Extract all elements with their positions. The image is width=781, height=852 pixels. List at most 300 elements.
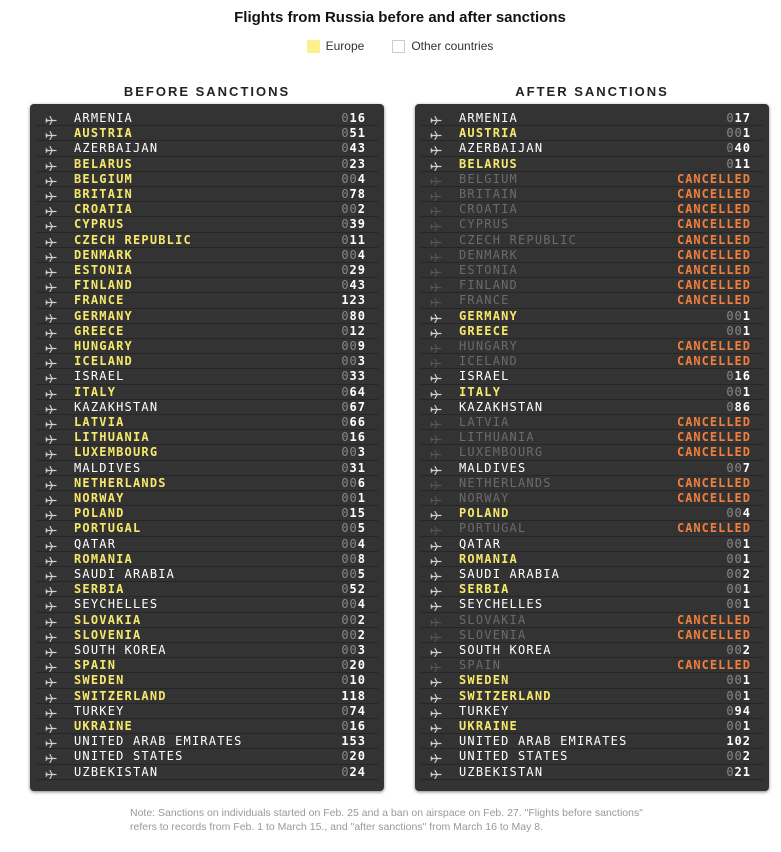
flight-count: 011 (726, 156, 751, 171)
board-row (415, 658, 769, 673)
flight-count: 029 (341, 263, 366, 277)
country-name: GERMANY (74, 308, 133, 323)
board-row (30, 704, 384, 719)
country-name: UNITED ARAB EMIRATES (74, 734, 243, 749)
country-name: AZERBAIJAN (459, 141, 544, 156)
airplane-icon (430, 387, 442, 398)
board-row (415, 734, 769, 749)
country-name: ESTONIA (459, 263, 518, 277)
chart-title: Flights from Russia before and after sanctions (234, 9, 566, 26)
board-row (415, 293, 769, 308)
country-name: SOUTH KOREA (74, 643, 167, 657)
board-row (415, 126, 769, 141)
footnote: Note: Sanctions on individuals started on Feb. 25 and a ban on airspace on Feb. 27. "Flights before sanctions" refers to records from Feb. 1 to March 15., and "after sanctions" from March 16 to May 8. (130, 807, 643, 833)
country-name: UZBEKISTAN (459, 764, 544, 779)
country-name: SERBIA (459, 582, 510, 597)
cancelled-label: CANCELLED (676, 278, 751, 293)
country-name: UKRAINE (459, 719, 518, 733)
flight-count: 004 (341, 171, 366, 186)
airplane-icon (45, 463, 57, 474)
cancelled-label: CANCELLED (676, 521, 751, 536)
board-row (415, 339, 769, 354)
country-name: SAUDI ARABIA (459, 567, 561, 581)
country-name: MALDIVES (459, 460, 527, 475)
board-row (30, 248, 384, 263)
airplane-icon (45, 615, 57, 626)
board-row (415, 385, 769, 400)
country-name: GREECE (459, 323, 510, 338)
country-name: UNITED STATES (459, 749, 569, 764)
board-row (415, 613, 769, 628)
board-row (415, 248, 769, 263)
country-name: NORWAY (459, 491, 510, 505)
flight-count: 001 (726, 551, 751, 566)
country-name: ARMENIA (459, 111, 518, 125)
country-name: SLOVENIA (74, 627, 142, 642)
flight-count: 094 (726, 703, 751, 718)
airplane-icon (45, 599, 57, 610)
airplane-icon (45, 645, 57, 656)
airplane-icon (45, 417, 57, 428)
airplane-icon (45, 235, 57, 246)
airplane-icon (430, 630, 442, 641)
airplane-icon (45, 387, 57, 398)
board-row (30, 673, 384, 688)
country-name: SEYCHELLES (74, 597, 159, 612)
country-name: SLOVAKIA (459, 612, 527, 627)
airplane-icon (430, 523, 442, 534)
flight-count: 020 (341, 749, 366, 764)
airplane-icon (430, 599, 442, 610)
country-name: LATVIA (459, 415, 510, 429)
airplane-icon (430, 539, 442, 550)
country-name: FINLAND (459, 278, 518, 293)
flight-count: 001 (726, 126, 751, 141)
airplane-icon (430, 751, 442, 762)
airplane-icon (430, 554, 442, 565)
legend-item-other (392, 39, 493, 53)
legend-label-europe: Europe (325, 39, 365, 53)
board-row (415, 597, 769, 612)
country-name: AZERBAIJAN (74, 141, 159, 156)
board-row (30, 582, 384, 597)
country-name: ARMENIA (74, 111, 133, 125)
country-name: LUXEMBOURG (74, 445, 159, 460)
flight-count: 003 (341, 643, 366, 657)
airplane-icon (430, 326, 442, 337)
airplane-icon (45, 554, 57, 565)
board-row (30, 202, 384, 217)
board-row (415, 567, 769, 582)
board-row (415, 187, 769, 202)
country-name: CROATIA (459, 202, 518, 217)
airplane-icon (45, 113, 57, 124)
board-row (415, 111, 769, 126)
airplane-icon (430, 463, 442, 474)
board-row (415, 369, 769, 384)
cancelled-label: CANCELLED (676, 202, 751, 217)
country-name: ESTONIA (74, 263, 133, 277)
cancelled-label: CANCELLED (676, 475, 751, 490)
airplane-icon (45, 143, 57, 154)
airplane-icon (45, 341, 57, 352)
flight-count: 009 (341, 339, 366, 353)
airplane-icon (45, 584, 57, 595)
country-name: QATAR (459, 536, 502, 551)
country-name: ICELAND (74, 354, 133, 369)
board-title-after: AFTER SANCTIONS (515, 84, 669, 99)
airplane-icon (45, 295, 57, 306)
board-row (30, 339, 384, 354)
airplane-icon (430, 569, 442, 580)
flight-count: 005 (341, 567, 366, 581)
cancelled-label: CANCELLED (676, 658, 751, 673)
flight-count: 016 (341, 430, 366, 445)
airplane-icon (45, 675, 57, 686)
airplane-icon (430, 113, 442, 124)
country-name: CZECH REPUBLIC (459, 232, 577, 247)
flight-count: 118 (341, 688, 366, 703)
board-row (30, 385, 384, 400)
board-row (30, 734, 384, 749)
flight-count: 023 (341, 156, 366, 171)
flight-count: 012 (341, 323, 366, 338)
flight-count: 001 (726, 673, 751, 688)
country-name: ISRAEL (459, 369, 510, 384)
airplane-icon (430, 371, 442, 382)
board-row (30, 400, 384, 415)
board-row (30, 461, 384, 476)
flight-count: 002 (341, 612, 366, 627)
country-name: PORTUGAL (74, 521, 142, 536)
airplane-icon (45, 691, 57, 702)
country-name: UKRAINE (74, 719, 133, 733)
board-row (30, 537, 384, 552)
airplane-icon (45, 736, 57, 747)
board-row (415, 719, 769, 734)
airplane-icon (45, 508, 57, 519)
board-row (30, 613, 384, 628)
board-row (30, 506, 384, 521)
flight-count: 052 (341, 582, 366, 597)
country-name: AUSTRIA (74, 126, 133, 141)
country-name: UZBEKISTAN (74, 764, 159, 779)
board-row (30, 172, 384, 187)
board-row (415, 749, 769, 764)
flight-count: 015 (341, 506, 366, 521)
country-name: BELARUS (74, 156, 133, 171)
board-row (415, 445, 769, 460)
board-row (30, 217, 384, 232)
country-name: NORWAY (74, 491, 125, 505)
airplane-icon (45, 767, 57, 778)
country-name: CZECH REPUBLIC (74, 232, 192, 247)
airplane-icon (430, 584, 442, 595)
legend-label-other: Other countries (411, 39, 494, 53)
airplane-icon (45, 159, 57, 170)
board-row (30, 597, 384, 612)
board-row (415, 141, 769, 156)
airplane-icon (430, 356, 442, 367)
cancelled-label: CANCELLED (676, 415, 751, 429)
board-row (30, 293, 384, 308)
flight-count: 102 (726, 734, 751, 749)
airplane-icon (45, 569, 57, 580)
cancelled-label: CANCELLED (676, 263, 751, 277)
flight-count: 039 (341, 217, 366, 232)
flight-count: 031 (341, 460, 366, 475)
country-name: BRITAIN (74, 187, 133, 201)
flight-count: 017 (726, 111, 751, 125)
country-name: ISRAEL (74, 369, 125, 384)
flight-count: 001 (726, 323, 751, 338)
airplane-icon (45, 204, 57, 215)
airplane-icon (430, 341, 442, 352)
cancelled-label: CANCELLED (676, 627, 751, 642)
airplane-icon (430, 219, 442, 230)
board-title-before: BEFORE SANCTIONS (123, 84, 291, 99)
board-row (415, 582, 769, 597)
country-name: ROMANIA (459, 551, 518, 566)
country-name: HUNGARY (74, 339, 133, 353)
country-name: SWITZERLAND (459, 688, 552, 703)
cancelled-label: CANCELLED (676, 247, 751, 262)
flight-count: 086 (726, 399, 751, 414)
board-row (415, 217, 769, 232)
airplane-icon (45, 174, 57, 185)
airplane-icon (430, 478, 442, 489)
flight-count: 021 (726, 764, 751, 779)
airplane-icon (430, 311, 442, 322)
flight-count: 020 (341, 658, 366, 673)
flight-count: 008 (341, 551, 366, 566)
board-row (30, 445, 384, 460)
flight-count: 043 (341, 278, 366, 293)
board-row (30, 233, 384, 248)
board-row (415, 430, 769, 445)
cancelled-label: CANCELLED (676, 232, 751, 247)
airplane-icon (430, 265, 442, 276)
board-row (30, 111, 384, 126)
airplane-icon (45, 250, 57, 261)
flight-count: 002 (341, 202, 366, 217)
country-name: LATVIA (74, 415, 125, 429)
board-row (415, 491, 769, 506)
cancelled-label: CANCELLED (676, 293, 751, 308)
flight-count: 016 (726, 369, 751, 384)
flight-count: 004 (341, 536, 366, 551)
flight-count: 005 (341, 521, 366, 536)
flight-count: 067 (341, 399, 366, 414)
country-name: TURKEY (459, 703, 510, 718)
airplane-icon (45, 706, 57, 717)
board-row (415, 521, 769, 536)
country-name: BELGIUM (74, 171, 133, 186)
country-name: SAUDI ARABIA (74, 567, 176, 581)
country-name: SLOVAKIA (74, 612, 142, 627)
flight-count: 001 (726, 536, 751, 551)
country-name: SWITZERLAND (74, 688, 167, 703)
board-row (30, 187, 384, 202)
board-row (415, 324, 769, 339)
legend-item-europe (307, 39, 365, 53)
airplane-icon (430, 736, 442, 747)
country-name: SOUTH KOREA (459, 643, 552, 657)
board-row (415, 157, 769, 172)
country-name: HUNGARY (459, 339, 518, 353)
country-name: SEYCHELLES (459, 597, 544, 612)
country-name: SWEDEN (74, 673, 125, 688)
airplane-icon (45, 311, 57, 322)
board-row (415, 506, 769, 521)
airplane-icon (430, 691, 442, 702)
airplane-icon (45, 751, 57, 762)
flight-count: 001 (726, 582, 751, 597)
flight-count: 002 (341, 627, 366, 642)
cancelled-label: CANCELLED (676, 430, 751, 445)
country-name: DENMARK (459, 247, 518, 262)
board-row (30, 430, 384, 445)
board-row (30, 476, 384, 491)
airplane-icon (45, 356, 57, 367)
flight-count: 007 (726, 460, 751, 475)
flight-count: 064 (341, 384, 366, 399)
board-row (415, 278, 769, 293)
airplane-icon (430, 493, 442, 504)
airplane-icon (45, 189, 57, 200)
board-row (415, 400, 769, 415)
airplane-icon (430, 432, 442, 443)
airplane-icon (45, 128, 57, 139)
flight-count: 033 (341, 369, 366, 384)
flight-count: 043 (341, 141, 366, 156)
cancelled-label: CANCELLED (676, 354, 751, 369)
airplane-icon (45, 265, 57, 276)
country-name: GREECE (74, 323, 125, 338)
country-name: KAZAKHSTAN (74, 399, 159, 414)
flight-count: 123 (341, 293, 366, 308)
board-row (30, 567, 384, 582)
airplane-icon (430, 128, 442, 139)
airplane-icon (430, 189, 442, 200)
legend (0, 39, 781, 53)
flight-count: 024 (341, 764, 366, 779)
airplane-icon (45, 630, 57, 641)
board-row (30, 324, 384, 339)
board-row (30, 552, 384, 567)
cancelled-label: CANCELLED (676, 491, 751, 505)
flight-count: 002 (726, 749, 751, 764)
country-name: AUSTRIA (459, 126, 518, 141)
country-name: SWEDEN (459, 673, 510, 688)
country-name: SPAIN (74, 658, 117, 673)
flight-count: 004 (341, 597, 366, 612)
cancelled-label: CANCELLED (676, 612, 751, 627)
board-row (30, 309, 384, 324)
airplane-icon (430, 402, 442, 413)
airplane-icon (430, 645, 442, 656)
country-name: MALDIVES (74, 460, 142, 475)
airplane-icon (430, 295, 442, 306)
flight-count: 004 (726, 506, 751, 521)
country-name: BELGIUM (459, 171, 518, 186)
board-row (415, 233, 769, 248)
board-row (415, 689, 769, 704)
flight-count: 066 (341, 415, 366, 429)
flight-count: 001 (726, 308, 751, 323)
airplane-icon (430, 660, 442, 671)
flight-count: 002 (726, 643, 751, 657)
country-name: LUXEMBOURG (459, 445, 544, 460)
airplane-icon (430, 174, 442, 185)
flight-count: 006 (341, 475, 366, 490)
board-row (30, 719, 384, 734)
country-name: SPAIN (459, 658, 502, 673)
cancelled-label: CANCELLED (676, 445, 751, 460)
flight-count: 051 (341, 126, 366, 141)
flight-count: 003 (341, 445, 366, 460)
board-row (415, 172, 769, 187)
airplane-icon (45, 219, 57, 230)
board-row (30, 263, 384, 278)
country-name: POLAND (74, 506, 125, 521)
board-row (415, 552, 769, 567)
board-row (30, 521, 384, 536)
board-row (30, 354, 384, 369)
flight-count: 078 (341, 187, 366, 201)
airplane-icon (430, 143, 442, 154)
airplane-icon (430, 280, 442, 291)
country-name: NETHERLANDS (459, 475, 552, 490)
airplane-icon (45, 326, 57, 337)
airplane-icon (430, 447, 442, 458)
airplane-icon (45, 721, 57, 732)
country-name: LITHUANIA (74, 430, 150, 445)
board-row (30, 157, 384, 172)
flight-count: 040 (726, 141, 751, 156)
airplane-icon (45, 402, 57, 413)
flight-count: 016 (341, 719, 366, 733)
airplane-icon (45, 432, 57, 443)
country-name: ICELAND (459, 354, 518, 369)
board-row (415, 765, 769, 780)
flight-count: 010 (341, 673, 366, 688)
board-row (415, 476, 769, 491)
legend-swatch-other (392, 40, 405, 53)
airplane-icon (430, 706, 442, 717)
board-row (415, 704, 769, 719)
country-name: FRANCE (459, 293, 510, 308)
cancelled-label: CANCELLED (676, 217, 751, 232)
board-row (30, 141, 384, 156)
airplane-icon (45, 447, 57, 458)
board-row (415, 354, 769, 369)
country-name: POLAND (459, 506, 510, 521)
country-name: UNITED ARAB EMIRATES (459, 734, 628, 749)
country-name: SLOVENIA (459, 627, 527, 642)
legend-swatch-europe (307, 40, 320, 53)
airplane-icon (45, 493, 57, 504)
airplane-icon (45, 539, 57, 550)
board-row (415, 415, 769, 430)
country-name: KAZAKHSTAN (459, 399, 544, 414)
board-row (415, 673, 769, 688)
cancelled-label: CANCELLED (676, 171, 751, 186)
flight-count: 003 (341, 354, 366, 369)
airplane-icon (45, 660, 57, 671)
flight-count: 001 (726, 384, 751, 399)
airplane-icon (430, 767, 442, 778)
